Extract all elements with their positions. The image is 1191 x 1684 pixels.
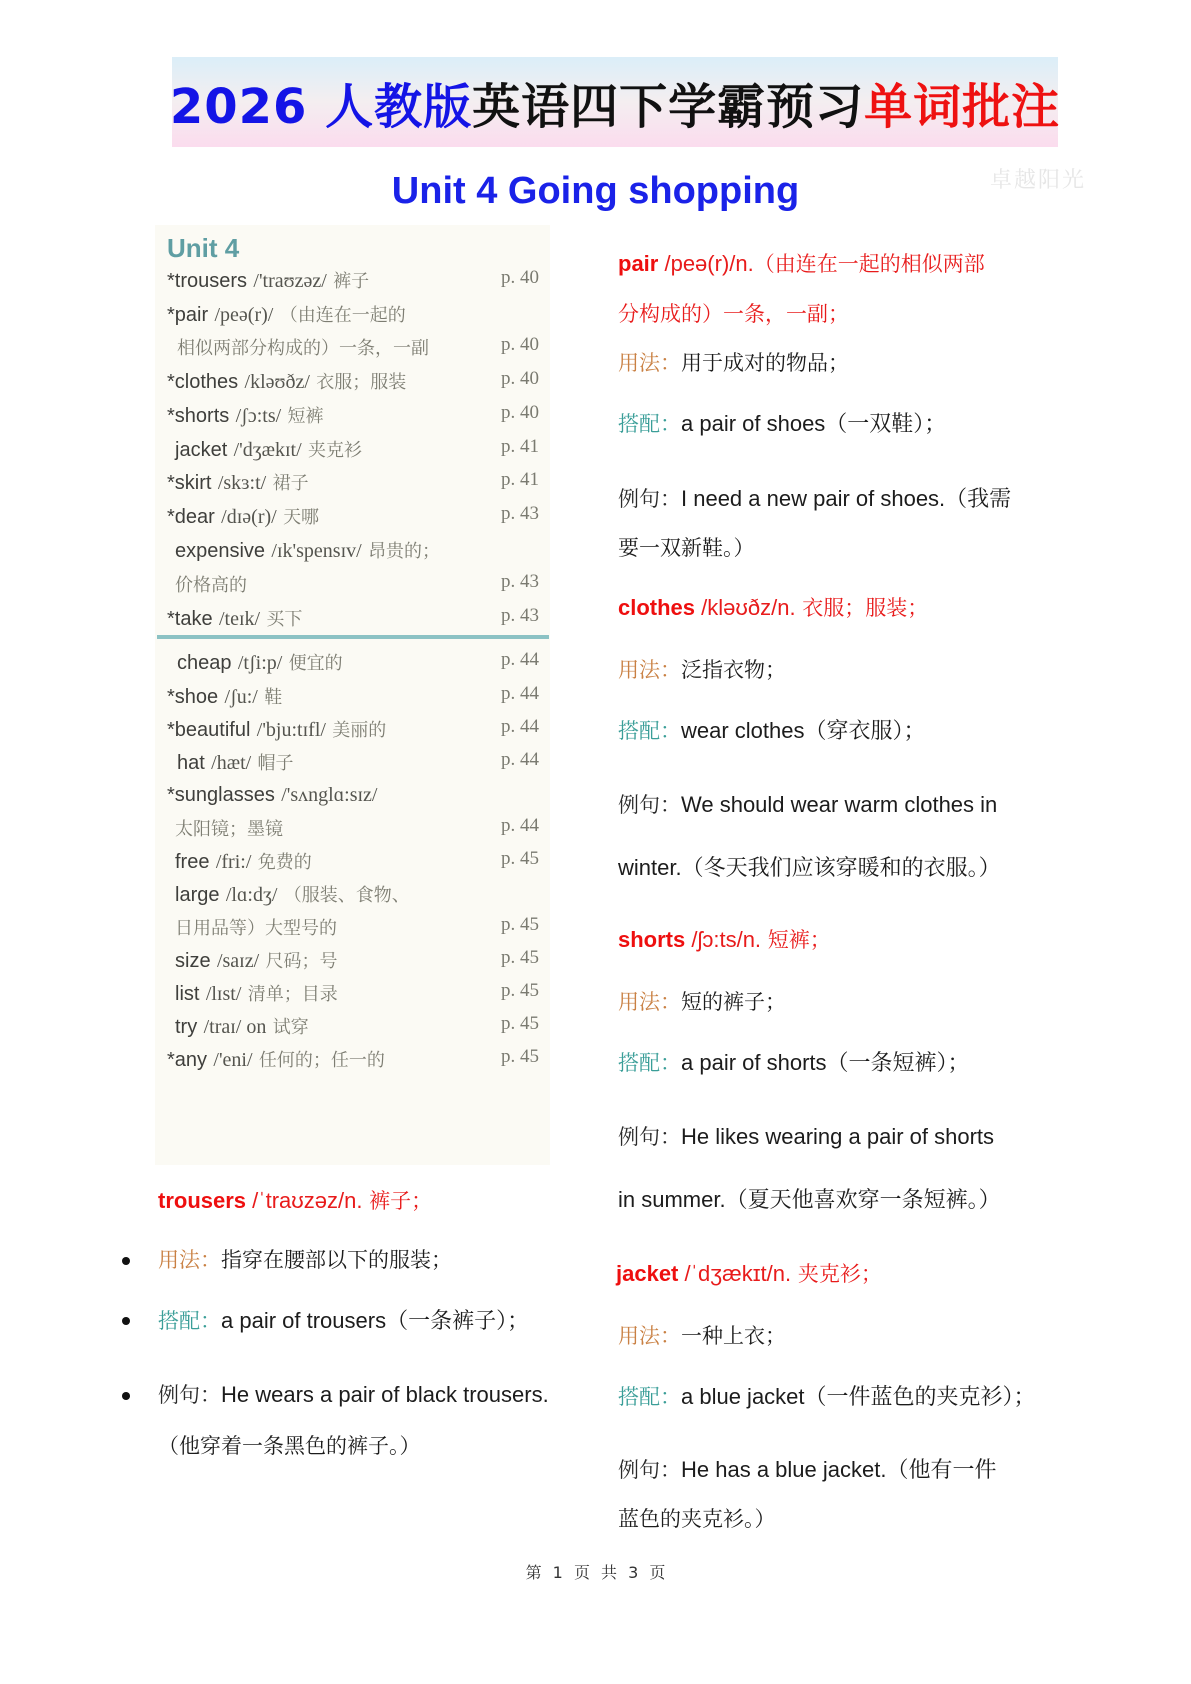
unit-title: Unit 4 Going shopping bbox=[391, 170, 800, 212]
vocab-list-card bbox=[155, 225, 550, 1165]
banner-middle: 英语四下学霸预习 bbox=[472, 78, 865, 135]
banner-tail: 单词批注 bbox=[864, 78, 1061, 135]
bullet-icon bbox=[122, 1392, 130, 1400]
vocab-row: *take /teɪk/ 买下 p. 43 bbox=[167, 605, 539, 630]
entry-trousers-heading: trousers /ˈtraʊzəz/n. 裤子； bbox=[158, 1188, 433, 1213]
entry-trousers-example-translation: （他穿着一条黑色的裤子。） bbox=[158, 1434, 421, 1458]
entry-clothes-usage: 用法：泛指衣物； bbox=[618, 658, 786, 682]
vocab-row: *clothes /kləʊðz/ 衣服；服装 p. 40 bbox=[167, 368, 539, 393]
entry-shorts-usage: 用法：短的裤子； bbox=[618, 990, 786, 1014]
entry-pair-usage: 用法：用于成对的物品； bbox=[618, 351, 849, 375]
entry-pair-example: 例句：I need a new pair of shoes.（我需 bbox=[618, 486, 1012, 511]
entry-clothes-collocation: 搭配：wear clothes（穿衣服）； bbox=[618, 718, 926, 743]
vocab-row: cheap /tʃi:p/ 便宜的 p. 44 bbox=[177, 649, 539, 674]
vocab-row: *sunglasses /'sʌnglɑ:sɪz/ bbox=[167, 784, 378, 806]
vocab-list-title: Unit 4 bbox=[167, 233, 240, 263]
vocab-row: 相似两部分构成的）一条，一副 p. 40 bbox=[177, 334, 539, 359]
title-banner bbox=[169, 57, 1061, 147]
vocab-row: *skirt /skɜ:t/ 裙子 p. 41 bbox=[167, 469, 539, 494]
entry-pair-heading: pair /peə(r)/n.（由连在一起的相似两部 bbox=[618, 251, 985, 276]
watermark: 卓越阳光 bbox=[990, 168, 1087, 193]
entry-jacket-example-cont: 蓝色的夹克衫。） bbox=[618, 1507, 776, 1531]
entry-shorts-collocation: 搭配：a pair of shorts（一条短裤）； bbox=[618, 1050, 970, 1075]
vocab-row: 价格高的 p. 43 bbox=[175, 571, 539, 596]
vocab-row: *pair /peə(r)/ （由连在一起的 bbox=[167, 304, 406, 326]
vocab-row: try /traɪ/ on 试穿 p. 45 bbox=[175, 1013, 539, 1038]
vocab-row: jacket /'dʒækɪt/ 夹克衫 p. 41 bbox=[175, 436, 539, 461]
entry-pair-collocation: 搭配：a pair of shoes（一双鞋）； bbox=[618, 411, 947, 436]
vocab-row: list /lɪst/ 清单；目录 p. 45 bbox=[175, 980, 539, 1005]
banner-edition: 2026 人教版 bbox=[169, 78, 473, 135]
entry-shorts-example-cont: in summer.（夏天他喜欢穿一条短裤。） bbox=[618, 1187, 1001, 1212]
vocab-row: expensive /ɪk'spensɪv/ 昂贵的； bbox=[175, 540, 441, 562]
entry-clothes-heading: clothes /kləʊðz/n. 衣服；服装； bbox=[618, 595, 929, 620]
entry-clothes-example-cont: winter.（冬天我们应该穿暖和的衣服。） bbox=[618, 855, 1001, 880]
entry-jacket-heading: jacket /ˈdʒækɪt/n. 夹克衫； bbox=[616, 1261, 882, 1286]
vocab-row: *trousers /'traʊzəz/ 裤子 p. 40 bbox=[167, 267, 539, 292]
entry-trousers-example: 例句：He wears a pair of black trousers. bbox=[158, 1382, 549, 1407]
vocab-row: *beautiful /'bju:tɪfl/ 美丽的 p. 44 bbox=[167, 716, 539, 741]
entry-jacket-usage: 用法：一种上衣； bbox=[618, 1324, 786, 1348]
entry-trousers-collocation: 搭配：a pair of trousers（一条裤子）； bbox=[158, 1308, 530, 1333]
entry-trousers-usage: 用法：指穿在腰部以下的服装； bbox=[158, 1248, 452, 1272]
entry-jacket-example: 例句：He has a blue jacket.（他有一件 bbox=[618, 1457, 997, 1482]
vocab-row: *shorts /ʃɔ:ts/ 短裤 p. 40 bbox=[167, 402, 539, 427]
vocab-row: free /fri:/ 免费的 p. 45 bbox=[175, 848, 539, 873]
vocab-row: *any /'eni/ 任何的；任一的 p. 45 bbox=[167, 1046, 539, 1071]
bullet-icon bbox=[122, 1317, 130, 1325]
section-divider bbox=[157, 635, 549, 639]
vocab-row: hat /hæt/ 帽子 p. 44 bbox=[177, 749, 539, 774]
entry-pair-meaning-cont: 分构成的）一条，一副； bbox=[618, 302, 849, 326]
vocab-row: *dear /dɪə(r)/ 天哪 p. 43 bbox=[167, 503, 539, 528]
vocab-row: 太阳镜；墨镜 p. 44 bbox=[175, 815, 539, 840]
page-indicator: 第 1 页 共 3 页 bbox=[525, 1563, 666, 1582]
entry-shorts-example: 例句：He likes wearing a pair of shorts bbox=[618, 1124, 995, 1149]
vocab-row: size /saɪz/ 尺码；号 p. 45 bbox=[175, 947, 539, 972]
vocab-row: *shoe /ʃu:/ 鞋 p. 44 bbox=[167, 683, 539, 708]
entry-clothes-example: 例句：We should wear warm clothes in bbox=[618, 792, 998, 817]
bullet-icon bbox=[122, 1257, 130, 1265]
vocab-row: large /lɑ:dʒ/ （服装、食物、 bbox=[175, 884, 410, 906]
entry-pair-example-cont: 要一双新鞋。） bbox=[618, 536, 755, 560]
entry-jacket-collocation: 搭配：a blue jacket（一件蓝色的夹克衫）； bbox=[618, 1384, 1036, 1409]
entry-shorts-heading: shorts /ʃɔ:ts/n. 短裤； bbox=[618, 927, 831, 952]
vocab-row: 日用品等）大型号的 p. 45 bbox=[175, 914, 539, 939]
